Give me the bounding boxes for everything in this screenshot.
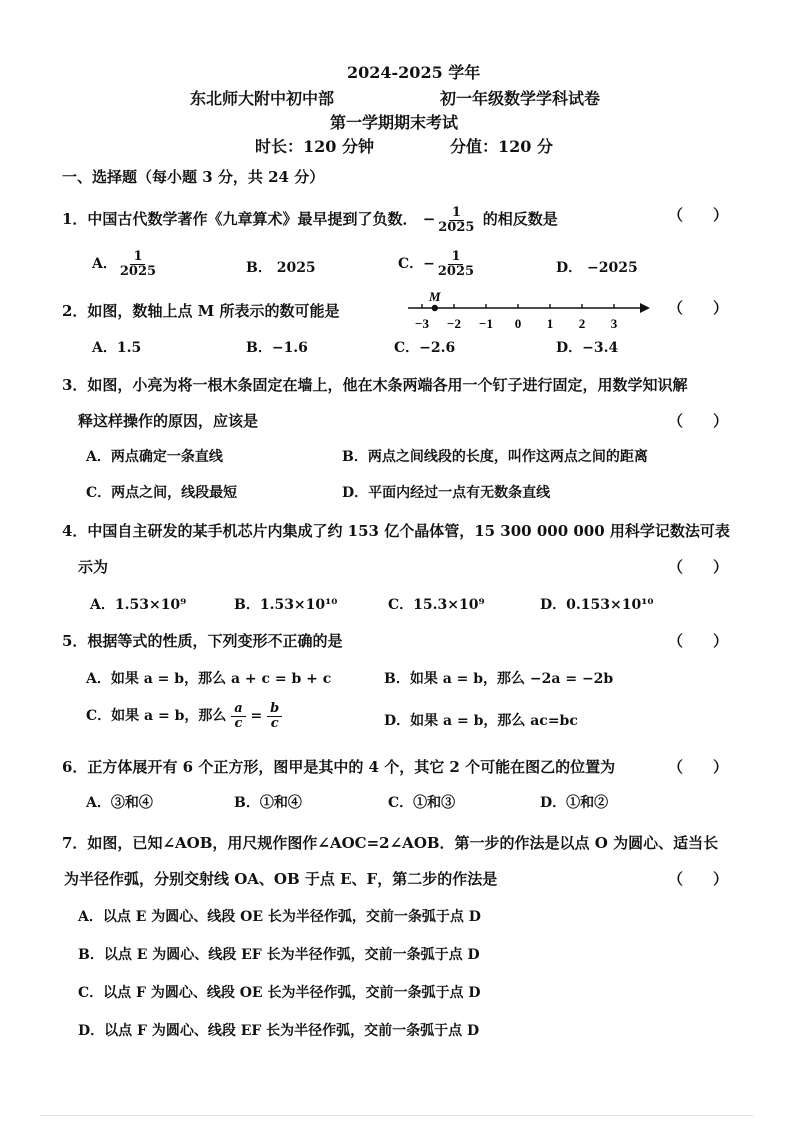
number-line-tick-label: −1 (479, 316, 493, 331)
q5-frac-b-num: b (267, 702, 282, 717)
exam-term: 第一学期期末考试 (330, 113, 459, 132)
q5-frac-a-den: c (234, 715, 243, 731)
q1-minus: − (422, 210, 436, 229)
q1-answer-paren[interactable]: （ ） (668, 206, 729, 224)
section-title: 一、选择题（每小题 3 分，共 24 分） (62, 168, 325, 186)
question-2: 2．如图，数轴上点 M 所表示的数可能是 (62, 302, 340, 320)
q2-answer-paren[interactable]: （ ） (668, 299, 729, 317)
q1-opt-a-label: A． (92, 256, 117, 273)
q5-frac-b-den: c (270, 715, 279, 731)
number-line-tick-label: −3 (415, 316, 429, 331)
q5-answer-paren[interactable]: （ ） (668, 632, 729, 650)
question-5: 5．根据等式的性质，下列变形不正确的是 (62, 632, 343, 650)
q1-option-b[interactable]: B． 2025 (246, 260, 316, 276)
question-4-line1: 4．中国自主研发的某手机芯片内集成了约 153 亿个晶体管，15 300 000 000 用科学记数法可表 (62, 522, 730, 540)
number-line-tick-label: 2 (578, 316, 586, 331)
question-3-line2: 释这样操作的原因，应该是 (78, 412, 259, 430)
q2-option-c[interactable]: C．−2.6 (394, 340, 456, 356)
q4-option-d[interactable]: D．0.153×10¹⁰ (540, 597, 654, 613)
q1-opt-a-den: 2025 (119, 263, 157, 279)
q1-opt-c-den: 2025 (437, 263, 475, 279)
question-4-line2: 示为 (78, 558, 109, 576)
number-line-tick-label: −2 (447, 316, 461, 331)
number-line-tick-label: 3 (610, 316, 618, 331)
exam-name: 初一年级数学学科试卷 (440, 89, 601, 108)
q7-option-c[interactable]: C．以点 F 为圆心、线段 OE 长为半径作弧，交前一条弧于点 D (78, 985, 481, 1001)
q1-option-c[interactable] (398, 250, 477, 278)
question-7-line2: 为半径作弧，分别交射线 OA、OB 于点 E、F，第二步的作法是 (64, 870, 498, 888)
q6-answer-paren[interactable]: （ ） (668, 758, 729, 776)
exam-year: 2024-2025 学年 (347, 63, 481, 82)
point-m (432, 305, 438, 311)
q3-option-c[interactable]: C．两点之间，线段最短 (86, 485, 238, 501)
q3-option-b[interactable]: B．两点之间线段的长度，叫作这两点之间的距离 (342, 449, 648, 465)
question-3-line1: 3．如图，小亮为将一根木条固定在墙上，他在木条两端各用一个钉子进行固定，用数学知识解 (62, 376, 688, 394)
q1-option-a[interactable] (92, 250, 159, 278)
q5-frac-a-num: a (231, 702, 245, 717)
q7-option-b[interactable]: B．以点 E 为圆心、线段 EF 长为半径作弧，交前一条弧于点 D (78, 947, 480, 963)
question-7-line1: 7．如图，已知∠AOB，用尺规作图作∠AOC=2∠AOB．第一步的作法是以点 O 为圆心、适当长 (62, 834, 719, 852)
q5-equals: = (250, 708, 263, 725)
q1-opt-c-fraction (435, 250, 477, 278)
q6-option-d[interactable]: D．①和② (540, 795, 609, 811)
q5-opt-c-label: C．如果 a = b，那么 (86, 708, 227, 725)
q1-opt-c-num: 1 (448, 250, 463, 265)
school-name: 东北师大附中初中部 (190, 89, 335, 108)
q2-option-a[interactable]: A．1.5 (92, 340, 142, 356)
q6-option-c[interactable]: C．①和③ (388, 795, 456, 811)
q5-option-c[interactable] (86, 702, 282, 730)
q5-opt-c-frac-a (231, 702, 245, 730)
question-1 (62, 206, 558, 234)
q5-option-a[interactable]: A．如果 a = b，那么 a + c = b + c (86, 671, 332, 687)
q1-option-d[interactable]: D． −2025 (556, 260, 638, 276)
q1-frac-num: 1 (449, 206, 464, 221)
q3-answer-paren[interactable]: （ ） (668, 412, 729, 430)
q4-option-b[interactable]: B．1.53×10¹⁰ (234, 597, 338, 613)
q3-option-a[interactable]: A．两点确定一条直线 (86, 449, 223, 465)
q2-option-d[interactable]: D．−3.4 (556, 340, 619, 356)
number-line-arrow (640, 303, 650, 313)
exam-score: 分值：120 分 (450, 137, 553, 156)
q7-option-d[interactable]: D．以点 F 为圆心、线段 EF 长为半径作弧，交前一条弧于点 D (78, 1023, 480, 1039)
q3-option-d[interactable]: D．平面内经过一点有无数条直线 (342, 485, 551, 501)
question-6: 6．正方体展开有 6 个正方形，图甲是其中的 4 个，其它 2 个可能在图乙的位置为 (62, 758, 616, 776)
q4-option-a[interactable]: A．1.53×10⁹ (90, 597, 187, 613)
page-bottom-divider (40, 1115, 754, 1116)
q7-answer-paren[interactable]: （ ） (668, 870, 729, 888)
number-line (400, 288, 660, 336)
q4-answer-paren[interactable]: （ ） (668, 558, 729, 576)
q5-option-d[interactable]: D．如果 a = b，那么 ac=bc (384, 713, 578, 729)
q1-fraction (435, 206, 477, 234)
q4-option-c[interactable]: C．15.3×10⁹ (388, 597, 485, 613)
q5-opt-c-frac-b (267, 702, 282, 730)
q1-text: 1．中国古代数学著作《九章算术》最早提到了负数． (62, 210, 418, 229)
number-line-tick-label: 0 (514, 316, 522, 331)
q2-option-b[interactable]: B．−1.6 (246, 340, 308, 356)
exam-duration: 时长：120 分钟 (255, 137, 374, 156)
q1-opt-c-label: C．− (398, 256, 435, 273)
q6-option-a[interactable]: A．③和④ (86, 795, 153, 811)
q1-suffix: 的相反数是 (482, 210, 558, 229)
q5-option-b[interactable]: B．如果 a = b，那么 −2a = −2b (384, 671, 614, 687)
number-line-tick-label: 1 (546, 316, 554, 331)
q6-option-b[interactable]: B．①和④ (234, 795, 302, 811)
q1-opt-a-num: 1 (130, 250, 145, 265)
q1-frac-den: 2025 (438, 219, 475, 235)
point-m-label: M (429, 289, 441, 304)
q7-option-a[interactable]: A．以点 E 为圆心、线段 OE 长为半径作弧，交前一条弧于点 D (78, 909, 481, 925)
q1-opt-a-fraction (117, 250, 159, 278)
